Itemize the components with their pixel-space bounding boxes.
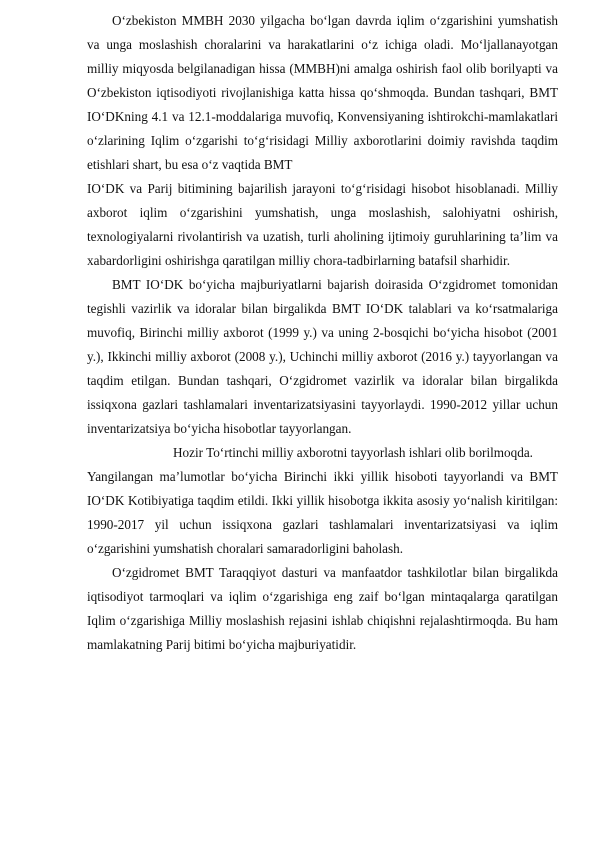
paragraph-tortinchi-axborot: Hozir To‘rtinchi milliy axborotni tayyorlash ishlari olib borilmoqda. xyxy=(173,445,533,460)
paragraph-majburiyatlar: BMT IO‘DK bo‘yicha majburiyatlarni bajarish doirasida O‘zgidromet tomonidan tegishli vazirlik va idoralar bilan birgalikda BMT IO‘DK talablari va ko‘rsatmalariga muvofiq, Birinchi milliy axborot (1999 y.) va uning 2-bosqichi bo‘yicha hisobot (2001 y.), Ikkinchi milliy axborot (2008 y.), Uchinchi milliy axborot (2016 y.) tayyorlangan va taqdim etilgan. Bundan tashqari, O‘zgidromet vazirlik va idoralar bilan birgalikda issiqxona gazlari tashlamalari inventarizatsiyasini tayyorlaydi. 1990-2012 yillar uchun inventarizatsiya bo‘yicha hisobotlar tayyorlangan. xyxy=(87,277,558,436)
paragraph-ikki-yillik-hisobot: Yangilangan ma’lumotlar bo‘yicha Birinchi ikki yillik hisoboti tayyorlandi va BMT IO‘DK Kotibiyatiga taqdim etildi. Ikki yillik hisobotga ikkita asosiy yo‘nalish kiritilgan: 1990-2017 yil uchun issiqxona gazlari tashlamalari inventarizatsiyasi va iqlim o‘zgarishini yumshatish choralari samaradorligini baholash. xyxy=(87,469,558,556)
paragraph-moslashish-rejasi: O‘zgidromet BMT Taraqqiyot dasturi va manfaatdor tashkilotlar bilan birgalikda iqtisodiyot tarmoqlari va iqlim o‘zgarishiga eng zaif bo‘lgan mintaqalarga qaratilgan Iqlim o‘zgarishiga Milliy moslashish rejasini ishlab chiqishni rejalashtirmoqda. Bu ham mamlakatning Parij bitimi bo‘yicha majburiyatidir. xyxy=(87,565,558,652)
document-page xyxy=(87,9,558,657)
paragraph-milliy-axborot: IO‘DK va Parij bitimining bajarilish jarayoni to‘g‘risidagi hisobot hisoblanadi. Milliy axborot iqlim o‘zgarishini yumshatish, unga moslashish, salohiyatni oshirish, texnologiyalarni rivolantirish va uzatish, turli aholining ijtimoiy guruhlarining ta’lim va xabardorligini oshirishga qaratilgan milliy chora-tadbirlarning batafsil sharhidir. xyxy=(87,181,558,268)
paragraph-mmbh: O‘zbekiston MMBH 2030 yilgacha bo‘lgan davrda iqlim o‘zgarishini yumshatish va unga moslashish choralarini va harakatlarini o‘z ichiga oladi. Mo‘ljallanayotgan milliy miqyosda belgilanadigan hissa (MMBH)ni amalga oshirish faol olib borilyapti va O‘zbekiston iqtisodiyoti rivojlanishiga katta hissa qo‘shmoqda. Bundan tashqari, BMT IO‘DKning 4.1 va 12.1-moddalariga muvofiq, Konvensiyaning ishtirokchi-mamlakatlari o‘zlarining Iqlim o‘zgarishi to‘g‘risidagi Milliy axborotlarini doimiy ravishda taqdim etishlari shart, bu esa o‘z vaqtida BMT xyxy=(87,13,558,172)
